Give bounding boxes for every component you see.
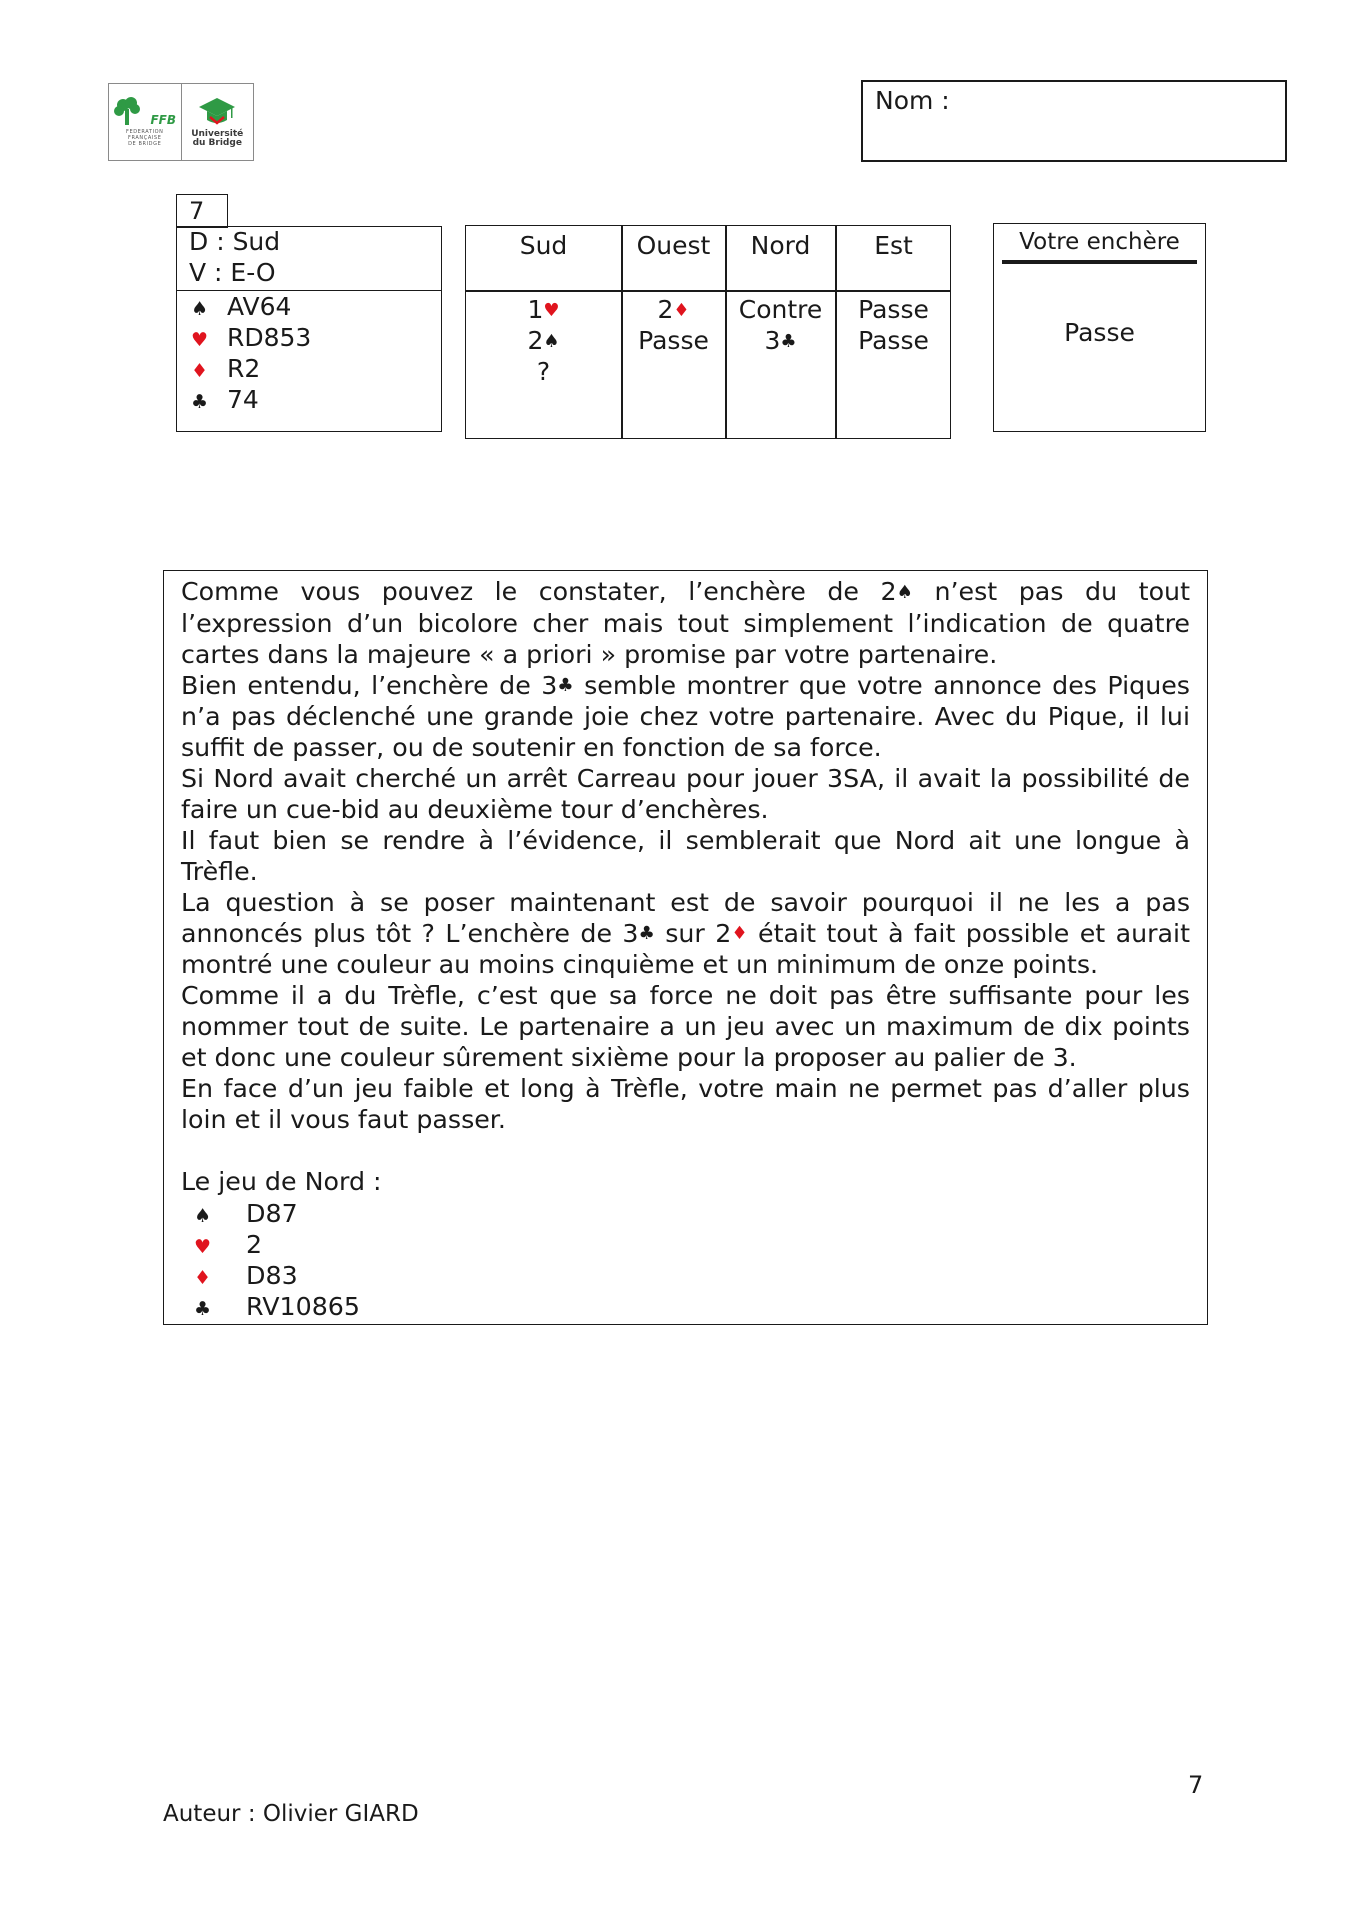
explanation-paragraph: Comme il a du Trèfle, c’est que sa force ne doit pas être suffisante pour les nommer tout de suite. Le partenaire a un jeu avec un maximum de dix points et donc une couleur sûrement sixième pour la proposer au palier de 3. [181,981,1190,1073]
bidding-header-nord: Nord [750,231,811,260]
heart-icon: ♥ [194,1235,212,1258]
north-hand-cards: RV10865 [246,1291,360,1321]
federation-line-2: FRANÇAISE [128,135,162,141]
bidding-column-ouest [622,226,725,438]
hand-row-hearts [191,322,311,353]
north-hand-row [181,1198,1190,1229]
diamond-icon: ♦ [731,923,748,945]
bid-cell: Passe [638,326,709,355]
south-hand-box [176,226,442,432]
bid-cell: 3♣ [764,326,797,355]
spade-icon: ♠ [543,330,560,352]
vulnerability-label: V : E-O [189,258,276,287]
footer-author: Auteur : Olivier GIARD [163,1801,419,1827]
spade-icon: ♠ [194,1204,212,1227]
answer-value: Passe [1064,318,1135,347]
bid-cell: 1♥ [527,295,560,324]
bid-cell: Passe [858,326,929,355]
north-hand-cards: 2 [246,1229,263,1259]
bid-cell: ? [536,357,551,386]
north-hand-cards: D87 [246,1198,298,1228]
universite-line-1: Université [191,129,244,139]
club-icon: ♣ [780,330,797,352]
diamond-icon: ♦ [194,1266,212,1289]
name-field[interactable] [861,80,1287,162]
bid-cell: Passe [858,295,929,324]
ffb-logo-federation [109,84,181,160]
heart-icon: ♥ [543,299,560,321]
club-icon: ♣ [191,391,209,413]
bidding-column-est [836,226,951,438]
spade-icon: ♠ [896,581,913,603]
hand-row-diamonds [191,353,260,384]
hand-row-clubs [191,384,259,415]
bidding-header-sud: Sud [519,231,568,260]
deal-info [177,227,441,291]
explanation-paragraph: Comme vous pouvez le constater, l’enchère de 2♠ n’est pas du tout l’expression d’un bicolore cher mais tout simplement l’indication de quatre cartes dans la majeure « a priori » promise par votre partenaire. [181,577,1190,669]
bidding-column-nord [726,226,835,438]
answer-title: Votre enchère [1019,229,1180,255]
bidding-header-ouest: Ouest [636,231,711,260]
north-hand-row [181,1229,1190,1260]
bid-cell: 2♠ [527,326,560,355]
explanation-paragraph: Si Nord avait cherché un arrêt Carreau pour jouer 3SA, il avait la possibilité de faire un cue-bid au deuxième tour d’enchères. [181,764,1190,824]
north-hand-cards: D83 [246,1260,298,1290]
diamond-icon: ♦ [191,360,209,382]
hand-cards: RD853 [227,323,312,352]
north-hand-row [181,1260,1190,1291]
explanation-box [163,570,1208,1325]
dealer-label: D : Sud [189,227,281,256]
club-icon: ♣ [557,675,574,697]
north-hand-title: Le jeu de Nord : [181,1166,382,1196]
ffb-letters: FFB [150,113,177,127]
heart-icon: ♥ [191,329,209,351]
graduation-cap-icon [197,96,237,130]
deal-number: 7 [176,194,228,228]
explanation-paragraph: La question à se poser maintenant est de savoir pourquoi il ne les a pas annoncés plus tôt ? L’enchère de 3♣ sur 2♦ était tout à fait possible et aurait montré une couleur au moins cinquième et un minimum de onze points. [181,887,1190,980]
name-label: Nom : [875,86,950,115]
ffb-logo [108,83,254,161]
universite-line-2: du Bridge [192,138,242,148]
spade-icon: ♠ [191,298,209,320]
hand-row-spades [191,291,291,322]
bidding-column-sud [466,226,621,438]
club-icon: ♣ [194,1297,212,1320]
diamond-icon: ♦ [673,299,690,321]
north-hand-row [181,1291,1190,1322]
federation-line-3: DE BRIDGE [128,141,162,147]
bidding-header-est: Est [874,231,913,260]
answer-divider [1002,260,1197,264]
club-icon: ♣ [638,923,655,945]
hand-cards: AV64 [227,292,292,321]
tree-icon [113,97,149,127]
answer-box [993,223,1206,432]
explanation-paragraph: En face d’un jeu faible et long à Trèfle, votre main ne permet pas d’aller plus loin et il vous faut passer. [181,1073,1190,1134]
bidding-table [465,225,951,439]
explanation-paragraph: Il faut bien se rendre à l’évidence, il semblerait que Nord ait une longue à Trèfle. [181,825,1190,886]
hand-cards: R2 [227,354,261,383]
bid-cell: 2♦ [657,295,690,324]
bid-cell: Contre [738,295,823,324]
ffb-logo-universite [181,84,254,160]
hand-cards: 74 [227,385,259,414]
page-number: 7 [1188,1771,1204,1799]
federation-line-1: FEDERATION [125,129,164,135]
explanation-paragraph: Bien entendu, l’enchère de 3♣ semble montrer que votre annonce des Piques n’a pas déclenché une grande joie chez votre partenaire. Avec du Pique, il lui suffit de passer, ou de soutenir en fonction de sa force. [181,670,1190,763]
